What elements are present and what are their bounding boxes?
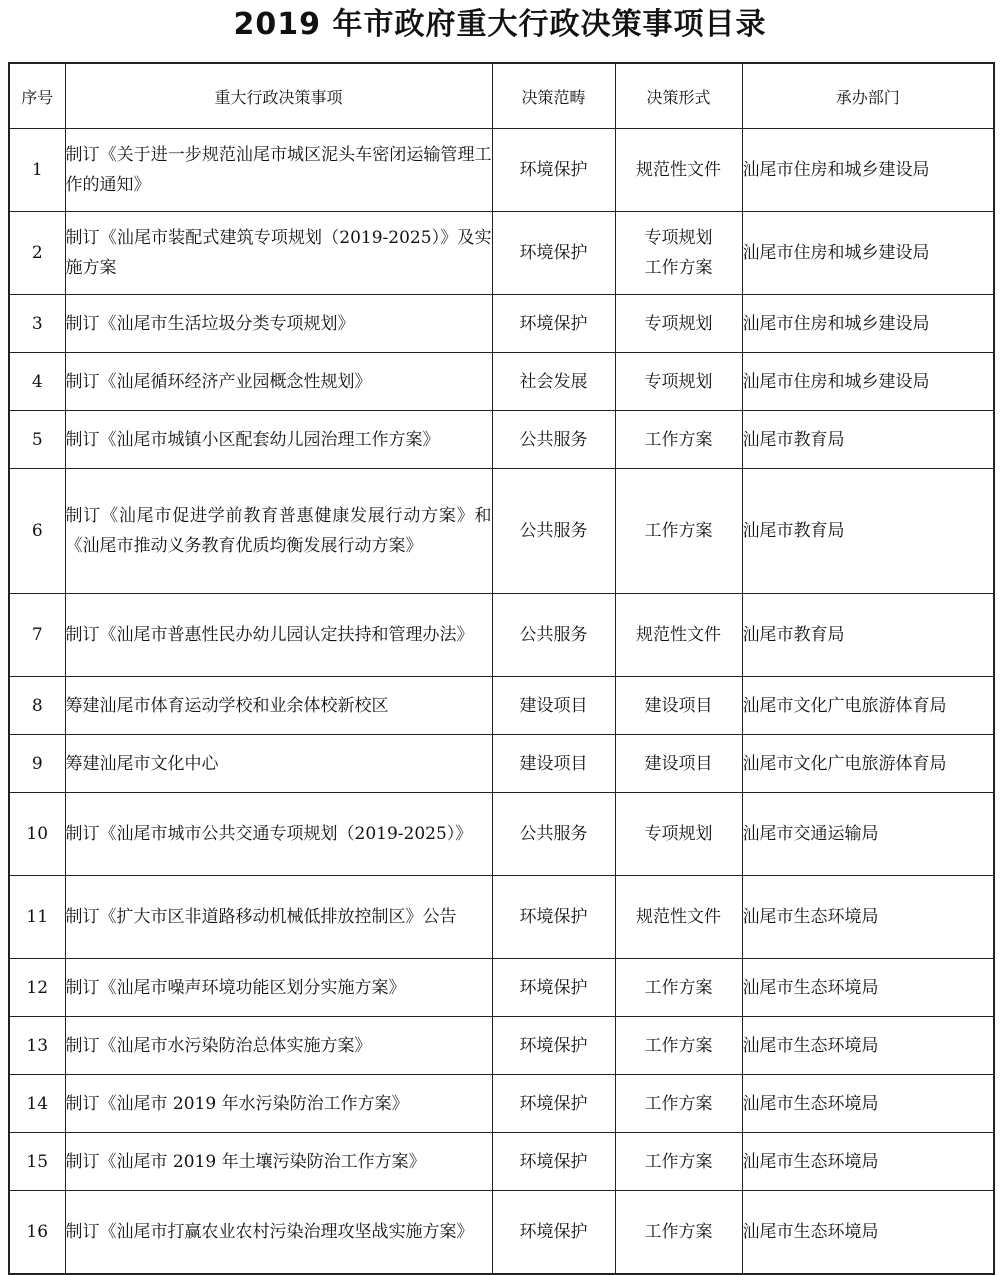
row-number: 13 (9, 1017, 65, 1075)
row-number: 6 (9, 469, 65, 594)
row-number: 8 (9, 677, 65, 735)
decision-catalog-table (8, 62, 995, 1275)
responsible-department: 汕尾市生态环境局 (742, 1075, 994, 1133)
decision-form-line: 规范性文件 (636, 907, 721, 927)
row-number: 4 (9, 353, 65, 411)
table-row (9, 1075, 994, 1133)
header-dept: 承办部门 (742, 63, 994, 129)
decision-form-line: 工作方案 (644, 258, 713, 278)
decision-item: 制订《扩大市区非道路移动机械低排放控制区》公告 (65, 876, 492, 959)
responsible-department: 汕尾市住房和城乡建设局 (742, 212, 994, 295)
table-row (9, 1191, 994, 1274)
table-row (9, 411, 994, 469)
responsible-department: 汕尾市文化广电旅游体育局 (742, 677, 994, 735)
decision-form (615, 735, 742, 793)
decision-category: 环境保护 (492, 959, 615, 1017)
decision-item: 制订《汕尾市 2019 年水污染防治工作方案》 (65, 1075, 492, 1133)
row-number: 15 (9, 1133, 65, 1191)
table-row (9, 594, 994, 677)
row-number: 12 (9, 959, 65, 1017)
decision-item: 制订《汕尾市水污染防治总体实施方案》 (65, 1017, 492, 1075)
decision-form (615, 1017, 742, 1075)
decision-form-line: 建设项目 (644, 753, 713, 774)
decision-form (615, 469, 742, 594)
decision-category: 环境保护 (492, 295, 615, 353)
row-number: 10 (9, 793, 65, 876)
responsible-department: 汕尾市教育局 (742, 411, 994, 469)
table-row (9, 353, 994, 411)
responsible-department: 汕尾市文化广电旅游体育局 (742, 735, 994, 793)
decision-category: 环境保护 (492, 1191, 615, 1274)
responsible-department: 汕尾市交通运输局 (742, 793, 994, 876)
decision-category: 环境保护 (492, 1075, 615, 1133)
decision-item: 制订《汕尾循环经济产业园概念性规划》 (65, 353, 492, 411)
decision-form (615, 353, 742, 411)
row-number: 9 (9, 735, 65, 793)
table-header-row (9, 63, 994, 129)
responsible-department: 汕尾市生态环境局 (742, 1133, 994, 1191)
decision-item: 筹建汕尾市文化中心 (65, 735, 492, 793)
decision-item: 制订《汕尾市城市公共交通专项规划（2019-2025）》 (65, 793, 492, 876)
table-row (9, 677, 994, 735)
row-number: 1 (9, 129, 65, 212)
table-row (9, 295, 994, 353)
decision-item: 制订《汕尾市 2019 年土壤污染防治工作方案》 (65, 1133, 492, 1191)
table-row (9, 735, 994, 793)
table-row (9, 129, 994, 212)
decision-form (615, 876, 742, 959)
decision-item: 制订《汕尾市生活垃圾分类专项规划》 (65, 295, 492, 353)
responsible-department: 汕尾市住房和城乡建设局 (742, 353, 994, 411)
header-form: 决策形式 (615, 63, 742, 129)
decision-category: 公共服务 (492, 411, 615, 469)
decision-form (615, 594, 742, 677)
row-number: 16 (9, 1191, 65, 1274)
responsible-department: 汕尾市生态环境局 (742, 959, 994, 1017)
responsible-department: 汕尾市生态环境局 (742, 876, 994, 959)
decision-form (615, 959, 742, 1017)
decision-item: 制订《汕尾市噪声环境功能区划分实施方案》 (65, 959, 492, 1017)
table-row (9, 959, 994, 1017)
decision-form-line: 规范性文件 (636, 160, 721, 180)
table-body (9, 129, 994, 1274)
responsible-department: 汕尾市住房和城乡建设局 (742, 129, 994, 212)
decision-category: 环境保护 (492, 212, 615, 295)
decision-category: 公共服务 (492, 469, 615, 594)
decision-item: 制订《汕尾市促进学前教育普惠健康发展行动方案》和《汕尾市推动义务教育优质均衡发展行动方案》 (65, 469, 492, 594)
decision-category: 公共服务 (492, 594, 615, 677)
decision-form-line: 工作方案 (644, 429, 713, 450)
decision-form (615, 295, 742, 353)
decision-item: 制订《汕尾市装配式建筑专项规划（2019-2025）》及实施方案 (65, 212, 492, 295)
decision-item: 筹建汕尾市体育运动学校和业余体校新校区 (65, 677, 492, 735)
decision-form-line: 工作方案 (644, 977, 713, 998)
decision-form (615, 129, 742, 212)
decision-category: 环境保护 (492, 876, 615, 959)
decision-item: 制订《汕尾市城镇小区配套幼儿园治理工作方案》 (65, 411, 492, 469)
decision-form-line: 专项规划 (644, 313, 713, 334)
table-row (9, 1017, 994, 1075)
decision-form (615, 411, 742, 469)
responsible-department: 汕尾市住房和城乡建设局 (742, 295, 994, 353)
responsible-department: 汕尾市生态环境局 (742, 1191, 994, 1274)
table-row (9, 469, 994, 594)
decision-form-line: 工作方案 (644, 521, 713, 541)
row-number: 11 (9, 876, 65, 959)
page-title: 2019 年市政府重大行政决策事项目录 (233, 7, 767, 42)
responsible-department: 汕尾市生态环境局 (742, 1017, 994, 1075)
decision-form (615, 793, 742, 876)
responsible-department: 汕尾市教育局 (742, 469, 994, 594)
decision-category: 环境保护 (492, 1133, 615, 1191)
decision-form-line: 专项规划 (644, 228, 713, 248)
decision-item: 制订《汕尾市打赢农业农村污染治理攻坚战实施方案》 (65, 1191, 492, 1274)
table-row (9, 876, 994, 959)
decision-form-line: 专项规划 (644, 824, 713, 844)
decision-category: 社会发展 (492, 353, 615, 411)
decision-form (615, 1075, 742, 1133)
table-row (9, 212, 994, 295)
header-no: 序号 (9, 63, 65, 129)
row-number: 3 (9, 295, 65, 353)
decision-form (615, 1133, 742, 1191)
decision-form-line: 工作方案 (644, 1093, 713, 1114)
decision-form-line: 工作方案 (644, 1035, 713, 1056)
decision-item: 制订《关于进一步规范汕尾市城区泥头车密闭运输管理工作的通知》 (65, 129, 492, 212)
decision-form-line: 工作方案 (644, 1151, 713, 1172)
decision-form-line: 规范性文件 (636, 625, 721, 645)
decision-category: 环境保护 (492, 1017, 615, 1075)
decision-category: 公共服务 (492, 793, 615, 876)
decision-form (615, 212, 742, 295)
row-number: 5 (9, 411, 65, 469)
decision-form (615, 677, 742, 735)
responsible-department: 汕尾市教育局 (742, 594, 994, 677)
table-row (9, 793, 994, 876)
row-number: 7 (9, 594, 65, 677)
table-row (9, 1133, 994, 1191)
decision-category: 环境保护 (492, 129, 615, 212)
decision-form-line: 专项规划 (644, 371, 713, 392)
decision-category: 建设项目 (492, 735, 615, 793)
header-item: 重大行政决策事项 (65, 63, 492, 129)
decision-form-line: 建设项目 (644, 695, 713, 716)
row-number: 14 (9, 1075, 65, 1133)
decision-form (615, 1191, 742, 1274)
header-category: 决策范畴 (492, 63, 615, 129)
decision-item: 制订《汕尾市普惠性民办幼儿园认定扶持和管理办法》 (65, 594, 492, 677)
row-number: 2 (9, 212, 65, 295)
decision-category: 建设项目 (492, 677, 615, 735)
decision-form-line: 工作方案 (644, 1221, 713, 1242)
